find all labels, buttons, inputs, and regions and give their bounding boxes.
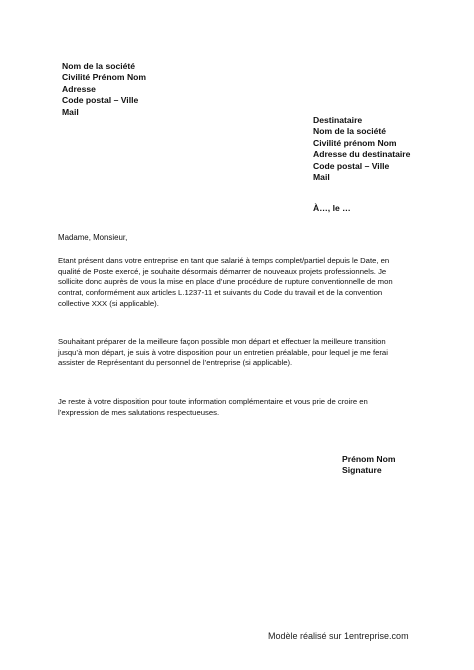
paragraph-line: jusqu’à mon départ, je suis à votre disposition pour un entretien préalable, pour lequel je me ferai [58, 347, 388, 357]
signature-label: Signature [342, 465, 382, 476]
recipient-address: Adresse du destinataire [313, 149, 411, 160]
signature-block [342, 454, 395, 477]
paragraph-line: Etant présent dans votre entreprise en tant que salarié à temps complet/partiel depuis le Date, en [58, 256, 390, 265]
sender-address: Adresse [62, 83, 96, 94]
paragraph-line: qualité de Poste exercé, je souhaite désormais démarrer de nouveaux projets professionnels. Je [58, 266, 387, 276]
paragraph-closing [58, 397, 368, 418]
sender-mail: Mail [62, 106, 79, 117]
sender-postcode-city: Code postal – Ville [62, 95, 139, 106]
sender-company: Nom de la société [62, 61, 136, 71]
recipient-label: Destinataire [313, 115, 363, 125]
recipient-mail: Mail [313, 172, 330, 183]
paragraph-line: Souhaitant préparer de la meilleure façon possible mon départ et effectuer la meilleure transition [58, 337, 386, 346]
recipient-postcode-city: Code postal – Ville [313, 160, 390, 171]
place-date: À…, le … [313, 203, 351, 213]
paragraph-request [58, 256, 393, 310]
recipient-block [313, 115, 410, 183]
paragraph-line: l’expression de mes salutations respectueuses. [58, 407, 220, 417]
recipient-company: Nom de la société [313, 126, 387, 137]
paragraph-line: assister de Représentant du personnel de l’entreprise (si applicable). [58, 358, 293, 368]
sender-block [62, 61, 146, 118]
paragraph-interview [58, 337, 388, 369]
paragraph-line: sollicite donc auprès de vous la mise en place d’une procédure de rupture conventionnelle de mon [58, 277, 393, 287]
footer-credit: Modèle réalisé sur 1entreprise.com [268, 631, 409, 641]
salutation: Madame, Monsieur, [58, 233, 128, 242]
signature-name: Prénom Nom [342, 454, 396, 464]
paragraph-line: Je reste à votre disposition pour toute information complémentaire et vous prie de croire en [58, 397, 368, 406]
paragraph-line: contrat, conformément aux articles L.1237-11 et suivants du Code du travail et de la convention [58, 288, 383, 298]
sender-name: Civilité Prénom Nom [62, 72, 147, 83]
recipient-name: Civilité prénom Nom [313, 137, 397, 148]
paragraph-line: collective XXX (si applicable). [58, 298, 159, 308]
